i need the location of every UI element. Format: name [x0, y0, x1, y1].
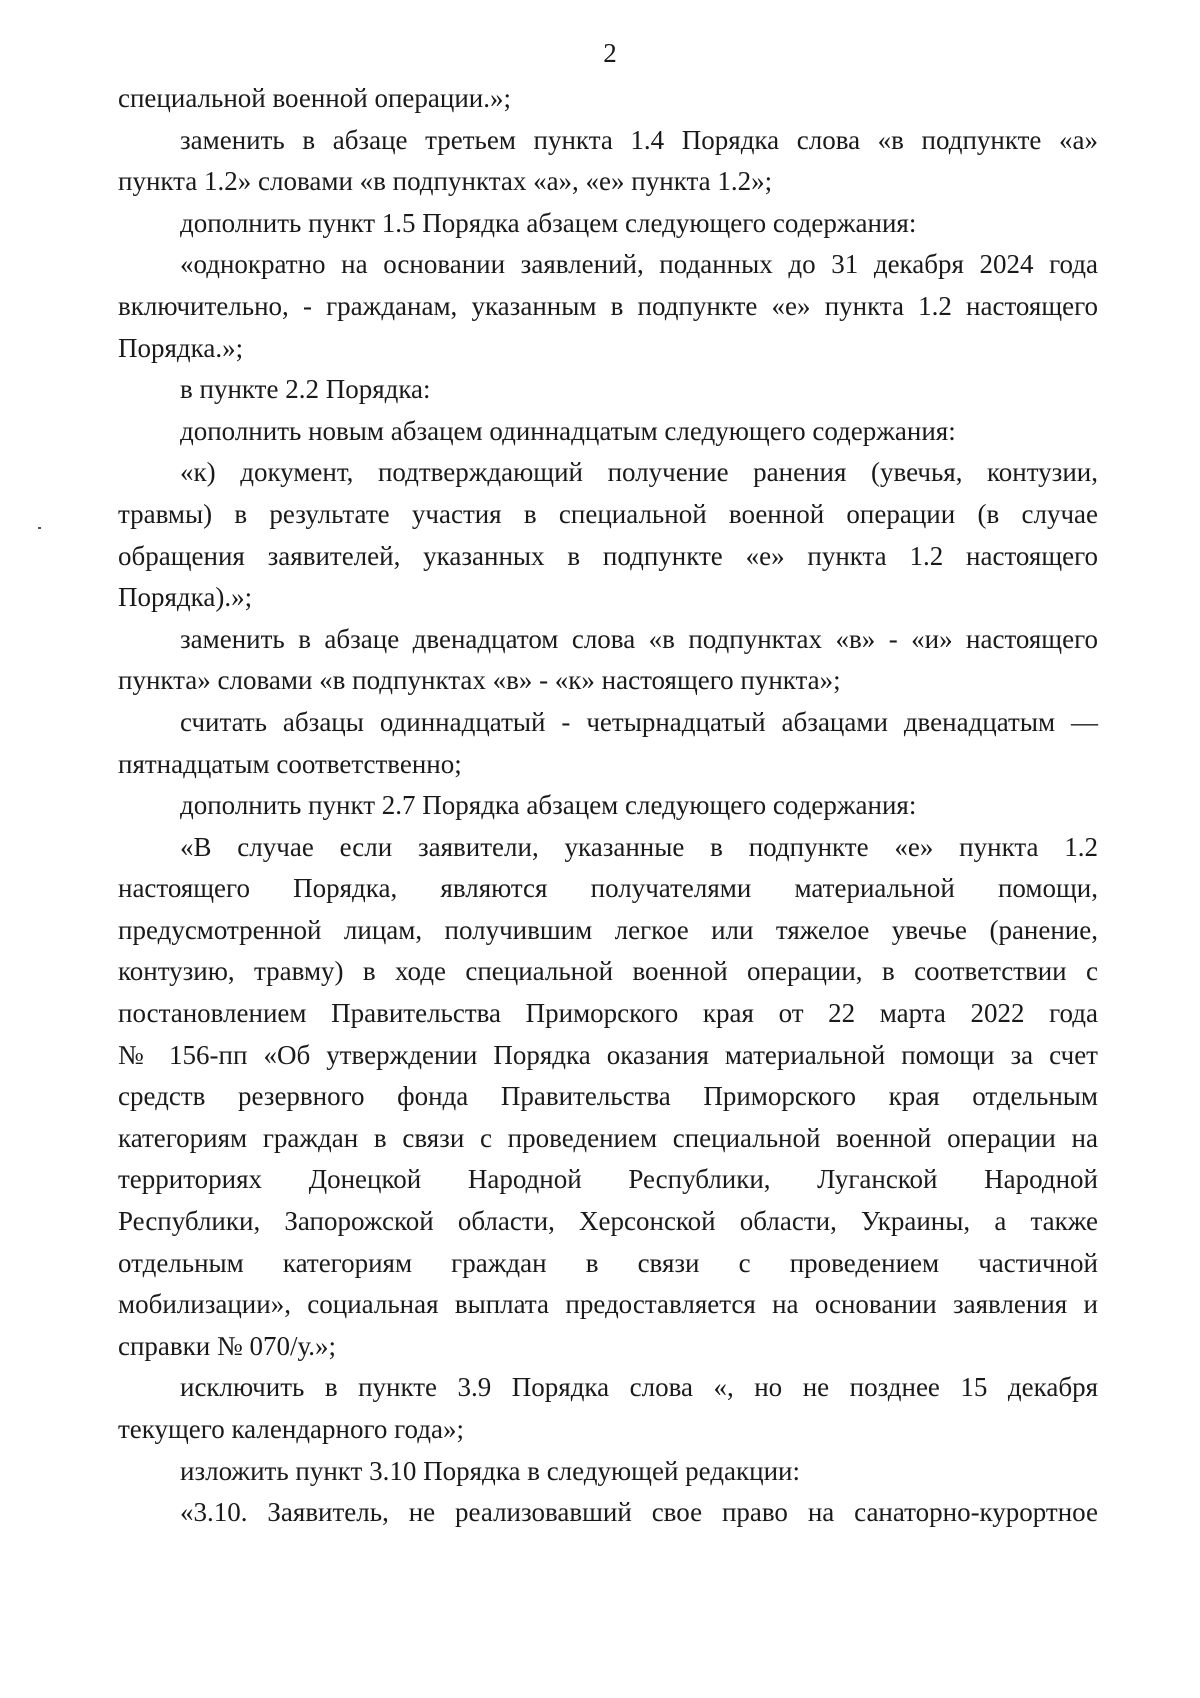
- text-line: дополнить новым абзацем одиннадцатым следующего содержания:: [180, 415, 956, 446]
- text-line: дополнить пункт 1.5 Порядка абзацем следующего содержания:: [180, 207, 917, 238]
- text-line: пункта 1.2» словами «в подпунктах «а», «е» пункта 1.2»;: [118, 166, 773, 197]
- text-line: изложить пункт 3.10 Порядка в следующей редакции:: [180, 1455, 800, 1486]
- text-line: категориям граждан в связи с проведением специальной военной операции на: [118, 1122, 1098, 1153]
- text-line: специальной военной операции.»;: [118, 83, 511, 113]
- text-line: контузию, травму) в ходе специальной военной операции, в соответствии с: [118, 956, 1098, 987]
- text-line: пункта» словами «в подпунктах «в» - «к» настоящего пункта»;: [118, 665, 841, 696]
- text-line: «к) документ, подтверждающий получение ранения (увечья, контузии,: [180, 457, 1098, 488]
- text-line: дополнить пункт 2.7 Порядка абзацем следующего содержания:: [180, 790, 917, 821]
- text-line: Порядка.»;: [118, 332, 244, 363]
- text-line: «В случае если заявители, указанные в подпункте «е» пункта 1.2: [180, 831, 1098, 862]
- text-line: исключить в пункте 3.9 Порядка слова «, но не позднее 15 декабря: [180, 1372, 1098, 1403]
- text-line: заменить в абзаце двенадцатом слова «в подпунктах «в» - «и» настоящего: [180, 623, 1098, 654]
- text-line: настоящего Порядка, являются получателями материальной помощи,: [118, 873, 1098, 904]
- text-line: № 156-пп «Об утверждении Порядка оказания материальной помощи за счет: [118, 1039, 1098, 1070]
- text-line: пятнадцатым соответственно;: [118, 748, 462, 779]
- page-number: 2: [603, 38, 617, 68]
- text-line: мобилизации», социальная выплата предоставляется на основании заявления и: [118, 1289, 1098, 1320]
- document-body: [118, 78, 1098, 1534]
- text-line: территориях Донецкой Народной Республики, Луганской Народной: [118, 1164, 1098, 1195]
- margin-mark: [38, 527, 41, 529]
- text-line: текущего календарного года»;: [118, 1414, 464, 1444]
- text-line: предусмотренной лицам, получившим легкое или тяжелое увечье (ранение,: [118, 914, 1098, 945]
- text-line: Республики, Запорожской области, Херсонской области, Украины, а также: [118, 1206, 1098, 1237]
- text-line: включительно, - гражданам, указанным в подпункте «е» пункта 1.2 настоящего: [118, 290, 1098, 321]
- text-line: «однократно на основании заявлений, поданных до 31 декабря 2024 года: [180, 249, 1098, 280]
- text-line: обращения заявителей, указанных в подпункте «е» пункта 1.2 настоящего: [118, 540, 1098, 571]
- text-line: средств резервного фонда Правительства Приморского края отдельным: [118, 1081, 1098, 1112]
- text-line: постановлением Правительства Приморского края от 22 марта 2022 года: [118, 998, 1098, 1029]
- text-line: считать абзацы одиннадцатый - четырнадцатый абзацами двенадцатым —: [180, 706, 1098, 737]
- text-line: в пункте 2.2 Порядка:: [180, 374, 431, 405]
- text-line: отдельным категориям граждан в связи с проведением частичной: [118, 1247, 1098, 1278]
- text-line: травмы) в результате участия в специальной военной операции (в случае: [118, 498, 1098, 529]
- text-line: заменить в абзаце третьем пункта 1.4 Порядка слова «в подпункте «а»: [180, 124, 1098, 155]
- text-line: «3.10. Заявитель, не реализовавший свое право на санаторно-курортное: [180, 1497, 1098, 1528]
- text-line: Порядка).»;: [118, 582, 253, 613]
- text-line: справки № 070/у.»;: [118, 1330, 337, 1361]
